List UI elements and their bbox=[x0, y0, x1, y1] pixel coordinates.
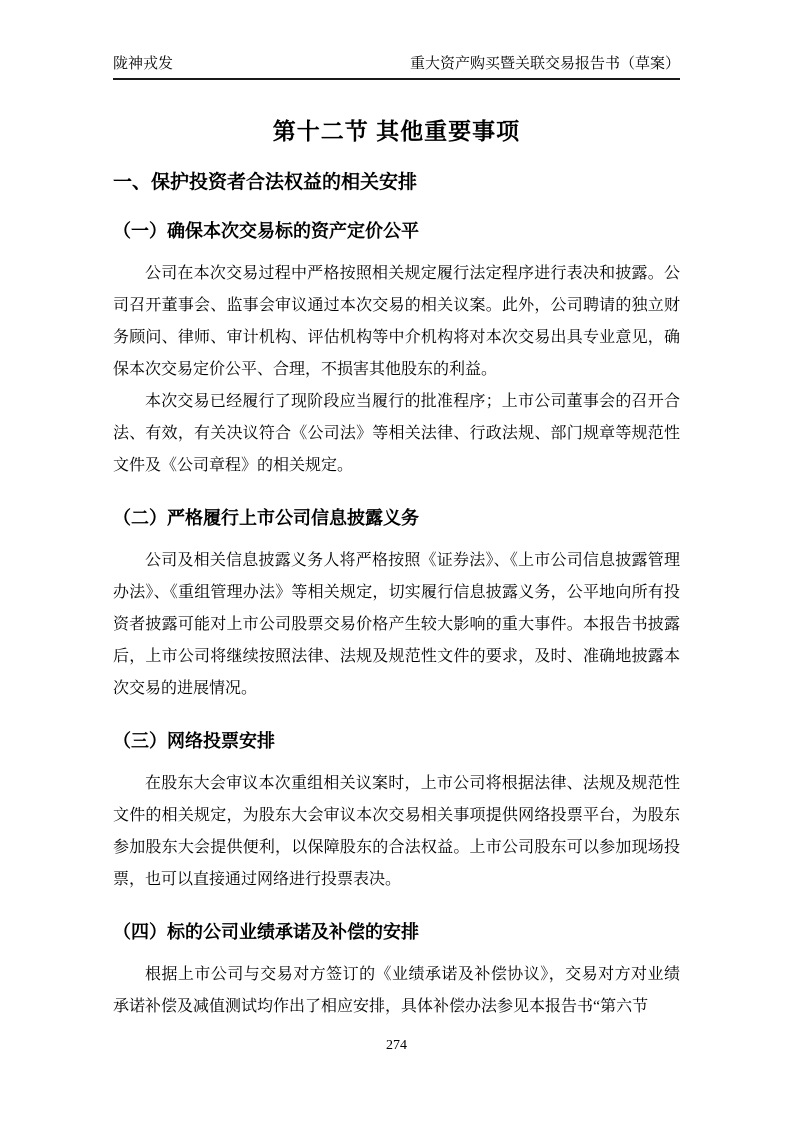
subsection-1-paragraph-2: 本次交易已经履行了现阶段应当履行的批准程序；上市公司董事会的召开合法、有效，有关决议符合《公司法》等相关法律、行政法规、部门规章等规范性文件及《公司章程》的相关规定。 bbox=[113, 393, 680, 474]
chapter-title: 第十二节 其他重要事项 bbox=[272, 118, 521, 144]
subsection-1-paragraph-1: 公司在本次交易过程中严格按照相关规定履行法定程序进行表决和披露。公司召开董事会、监事会审议通过本次交易的相关议案。此外，公司聘请的独立财务顾问、律师、审计机构、评估机构等中介机构将对本次交易出具专业意见，确保本次交易定价公平、合理，不损害其他股东的利益。 bbox=[113, 265, 680, 378]
section-heading: 一、保护投资者合法权益的相关安排 bbox=[113, 172, 418, 193]
subsection-3-paragraph-1: 在股东大会审议本次重组相关议案时，上市公司将根据法律、法规及规范性文件的相关规定，为股东大会审议本次交易相关事项提供网络投票平台，为股东参加股东大会提供便利，以保障股东的合法权益。上市公司股东可以参加现场投票，也可以直接通过网络进行投票表决。 bbox=[113, 775, 680, 888]
page-content bbox=[113, 0, 680, 1023]
page-footer bbox=[0, 1038, 793, 1054]
subsection-3-heading: （三）网络投票安排 bbox=[113, 731, 275, 751]
subsection-1-heading: （一）确保本次交易标的资产定价公平 bbox=[113, 221, 419, 241]
page-number: 274 bbox=[386, 1038, 407, 1053]
header-report-title: 重大资产购买暨关联交易报告书（草案） bbox=[409, 56, 680, 72]
header-company-name: 陇神戎发 bbox=[113, 56, 174, 72]
subsection-2-heading: （二）严格履行上市公司信息披露义务 bbox=[113, 508, 419, 528]
page-header bbox=[113, 55, 680, 80]
subsection-4-paragraph-1: 根据上市公司与交易对方签订的《业绩承诺及补偿协议》，交易对方对业绩承诺补偿及减值测试均作出了相应安排，具体补偿办法参见本报告书“第六节 bbox=[113, 966, 680, 1015]
subsection-2-paragraph-1: 公司及相关信息披露义务人将严格按照《证券法》、《上市公司信息披露管理办法》、《重组管理办法》等相关规定，切实履行信息披露义务，公平地向所有投资者披露可能对上市公司股票交易价格产生较大影响的重大事件。本报告书披露后，上市公司将继续按照法律、法规及规范性文件的要求，及时、准确地披露本次交易的进展情况。 bbox=[113, 552, 680, 697]
subsection-4-heading: （四）标的公司业绩承诺及补偿的安排 bbox=[113, 922, 419, 942]
